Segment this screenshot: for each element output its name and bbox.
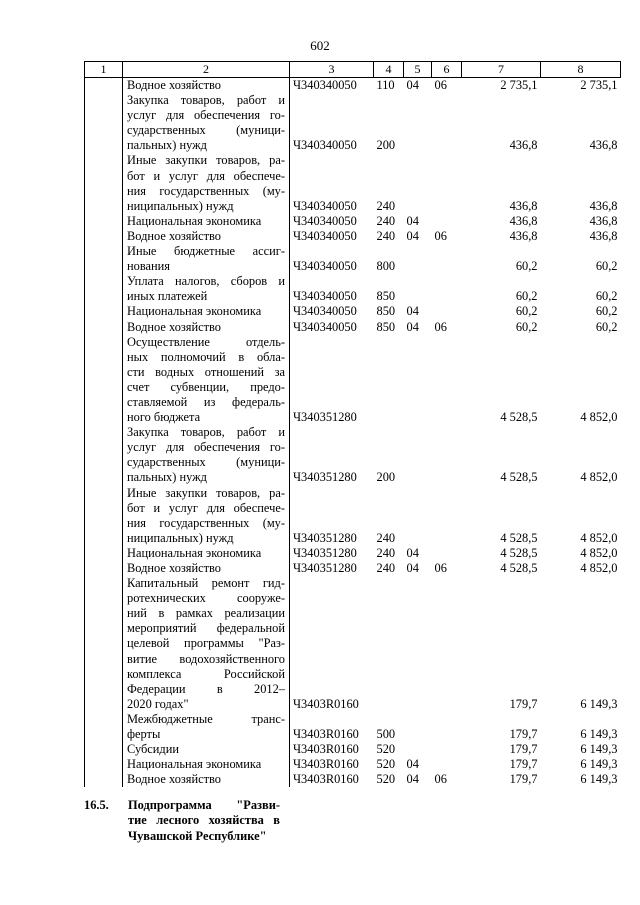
- page-number: 602: [310, 38, 330, 53]
- table-row: [85, 304, 621, 319]
- row-name-cell: [123, 742, 290, 757]
- row-name-line: сударственных (муници-: [127, 455, 285, 470]
- section-cell: [404, 153, 432, 213]
- column-header: 7: [462, 62, 541, 78]
- target-article-cell: Ч340351280: [293, 530, 357, 545]
- row-name-line: Водное хозяйство: [127, 772, 222, 787]
- subsection-cell: [432, 757, 462, 772]
- row-number-cell: [85, 244, 123, 274]
- section-cell: 04: [406, 319, 419, 334]
- budget-table: [84, 61, 621, 787]
- expense-type-cell: 240: [376, 228, 396, 243]
- row-name-line: Субсидии: [127, 742, 179, 757]
- row-name-line: ния государственных (му-: [127, 183, 285, 198]
- row-number-cell: [85, 229, 123, 244]
- amount-year1-cell: 4 528,5: [500, 545, 538, 560]
- table-row: [85, 153, 621, 213]
- subsection-cell: 06: [434, 561, 447, 575]
- amount-year2-cell: 6 149,3: [580, 772, 618, 787]
- target-article-cell: Ч340351280: [293, 545, 357, 560]
- target-article-cell: Ч3403R0160: [293, 696, 359, 711]
- table-row: [85, 742, 621, 757]
- row-name-line: услуг для обеспечения го-: [127, 440, 285, 455]
- section-cell: [404, 576, 432, 712]
- subsection-cell: 06: [434, 319, 447, 334]
- subsection-cell: [432, 486, 462, 546]
- amount-year2-cell: 60,2: [595, 304, 618, 319]
- section-cell: [404, 93, 432, 153]
- column-header: 1: [85, 62, 123, 78]
- subsection-cell: [432, 576, 462, 712]
- expense-type-cell: 240: [376, 198, 396, 213]
- row-name-line: мероприятий федеральной: [127, 621, 285, 636]
- expense-type-cell: 240: [376, 530, 396, 545]
- row-name-cell: [123, 274, 290, 304]
- row-number-cell: [85, 742, 123, 757]
- amount-year2-cell: 60,2: [595, 289, 618, 304]
- target-article-cell: Ч3403R0160: [293, 772, 359, 787]
- subsection-cell: 06: [434, 78, 447, 92]
- section-cell: 04: [406, 78, 419, 92]
- expense-type-cell: 800: [376, 259, 396, 274]
- expense-type-cell: 240: [376, 545, 396, 560]
- row-name-line: Водное хозяйство: [127, 228, 222, 243]
- amount-year2-cell: 4 852,0: [580, 470, 618, 485]
- row-name-cell: [123, 546, 290, 561]
- row-name-cell: [123, 244, 290, 274]
- section-title-line: тие лесного хозяйства в: [128, 813, 280, 828]
- amount-year1-cell: 179,7: [509, 727, 538, 742]
- row-name-line: целевой программы "Раз-: [127, 636, 285, 651]
- section-cell: [404, 335, 432, 426]
- subsection-cell: [432, 335, 462, 426]
- row-name-line: Водное хозяйство: [127, 78, 222, 92]
- row-name-line: Закупка товаров, работ и: [127, 425, 285, 440]
- row-name-cell: [123, 486, 290, 546]
- expense-type-cell: 850: [376, 289, 396, 304]
- row-name-line: Иные закупки товаров, ра-: [127, 153, 285, 168]
- table-row: [85, 757, 621, 772]
- section-cell: [404, 486, 432, 546]
- section-cell: [404, 742, 432, 757]
- target-article-cell: Ч340340050: [293, 319, 357, 334]
- table-row: [85, 78, 621, 94]
- table-row: [85, 320, 621, 335]
- expense-type-cell: 850: [376, 319, 396, 334]
- row-name-line: нования: [127, 259, 170, 274]
- row-name-line: пальных) нужд: [127, 470, 207, 485]
- row-name-line: бот и услуг для обеспече-: [127, 500, 285, 515]
- amount-year1-cell: 4 528,5: [500, 561, 538, 575]
- amount-year2-cell: 4 852,0: [580, 530, 618, 545]
- subsection-cell: [432, 712, 462, 742]
- row-name-line: ниципальных) нужд: [127, 198, 234, 213]
- row-name-line: бот и услуг для обеспече-: [127, 168, 285, 183]
- subsection-cell: [432, 93, 462, 153]
- section-title-line: Подпрограмма "Разви-: [128, 798, 280, 812]
- section-cell: 04: [406, 213, 419, 228]
- target-article-cell: Ч340351280: [293, 470, 357, 485]
- row-number-cell: [85, 576, 123, 712]
- target-article-cell: Ч340351280: [293, 561, 357, 575]
- row-number-cell: [85, 335, 123, 426]
- row-name-cell: [123, 229, 290, 244]
- target-article-cell: Ч340340050: [293, 289, 357, 304]
- row-name-cell: [123, 757, 290, 772]
- row-number-cell: [85, 712, 123, 742]
- expense-type-cell: [374, 576, 404, 712]
- row-name-line: пальных) нужд: [127, 138, 207, 153]
- row-name-line: услуг для обеспечения го-: [127, 108, 285, 123]
- subsection-cell: [432, 425, 462, 485]
- amount-year2-cell: 60,2: [595, 319, 618, 334]
- amount-year1-cell: 179,7: [509, 742, 538, 757]
- column-header: 4: [374, 62, 404, 78]
- row-name-line: ных полномочий в обла-: [127, 349, 285, 364]
- target-article-cell: Ч3403R0160: [293, 757, 359, 772]
- subsection-cell: [432, 244, 462, 274]
- amount-year1-cell: 436,8: [509, 198, 538, 213]
- column-header: 3: [290, 62, 374, 78]
- row-name-line: Межбюджетные транс-: [127, 711, 285, 726]
- row-number-cell: [85, 274, 123, 304]
- section-cell: [404, 274, 432, 304]
- expense-type-cell: 110: [376, 78, 395, 92]
- row-name-line: иных платежей: [127, 289, 208, 304]
- expense-type-cell: 850: [376, 304, 396, 319]
- section-cell: 04: [406, 304, 419, 319]
- row-number-cell: [85, 561, 123, 576]
- row-name-cell: [123, 335, 290, 426]
- row-number-cell: [85, 214, 123, 229]
- row-name-cell: [123, 576, 290, 712]
- table-row: [85, 546, 621, 561]
- amount-year1-cell: 60,2: [515, 319, 538, 334]
- row-name-cell: [123, 772, 290, 787]
- row-name-line: Национальная экономика: [127, 304, 262, 319]
- row-name-line: Иные закупки товаров, ра-: [127, 485, 285, 500]
- row-name-line: ния государственных (му-: [127, 515, 285, 530]
- subsection-cell: 06: [434, 228, 447, 243]
- amount-year2-cell: 4 852,0: [580, 545, 618, 560]
- target-article-cell: Ч340351280: [293, 410, 357, 425]
- row-number-cell: [85, 153, 123, 213]
- row-name-cell: [123, 712, 290, 742]
- subsection-cell: [432, 153, 462, 213]
- amount-year2-cell: 6 149,3: [580, 696, 618, 711]
- row-name-line: Национальная экономика: [127, 757, 262, 772]
- row-name-line: Водное хозяйство: [127, 561, 222, 575]
- row-name-line: Иные бюджетные ассиг-: [127, 244, 285, 259]
- amount-year1-cell: 4 528,5: [500, 530, 538, 545]
- amount-year1-cell: 179,7: [509, 772, 538, 787]
- column-header: 8: [541, 62, 621, 78]
- table-header-row: [85, 62, 621, 78]
- row-name-line: ного бюджета: [127, 410, 201, 425]
- section-title-line: Чувашской Республике": [128, 828, 267, 843]
- row-name-line: Национальная экономика: [127, 213, 262, 228]
- row-name-cell: [123, 320, 290, 335]
- row-name-line: Федерации в 2012–: [127, 681, 285, 696]
- row-number-cell: [85, 78, 123, 94]
- row-name-line: ферты: [127, 727, 161, 742]
- subsection-cell: [432, 742, 462, 757]
- row-name-line: Осуществление отдель-: [127, 334, 285, 349]
- amount-year1-cell: 4 528,5: [500, 470, 538, 485]
- row-name-line: сти водных отношений за: [127, 364, 285, 379]
- amount-year2-cell: 436,8: [589, 138, 618, 153]
- section-cell: 04: [406, 757, 419, 772]
- amount-year2-cell: 6 149,3: [580, 727, 618, 742]
- row-number-cell: [85, 757, 123, 772]
- row-name-line: Закупка товаров, работ и: [127, 93, 285, 108]
- expense-type-cell: 520: [376, 772, 396, 787]
- row-number-cell: [85, 486, 123, 546]
- section-cell: 04: [406, 561, 419, 575]
- section-cell: [404, 712, 432, 742]
- table-row: [85, 93, 621, 153]
- row-name-cell: [123, 214, 290, 229]
- row-name-line: Национальная экономика: [127, 545, 262, 560]
- expense-type-cell: 200: [376, 470, 396, 485]
- table-row: [85, 576, 621, 712]
- row-name-line: витие водохозяйственного: [127, 651, 285, 666]
- row-name-line: комплекса Российской: [127, 666, 285, 681]
- amount-year2-cell: 436,8: [589, 213, 618, 228]
- section-cell: 04: [406, 228, 419, 243]
- row-number-cell: [85, 304, 123, 319]
- row-name-line: счет субвенции, предо-: [127, 379, 285, 394]
- amount-year2-cell: 436,8: [589, 198, 618, 213]
- subsection-cell: [432, 274, 462, 304]
- amount-year1-cell: 60,2: [515, 289, 538, 304]
- column-header: 5: [404, 62, 432, 78]
- amount-year2-cell: 436,8: [589, 228, 618, 243]
- section-number: 16.5.: [84, 798, 109, 812]
- amount-year1-cell: 179,7: [509, 696, 538, 711]
- section-cell: [404, 244, 432, 274]
- target-article-cell: Ч3403R0160: [293, 742, 359, 757]
- subsection-cell: 06: [434, 772, 447, 787]
- table-row: [85, 561, 621, 576]
- expense-type-cell: 520: [376, 742, 396, 757]
- section-cell: [404, 425, 432, 485]
- row-name-line: Уплата налогов, сборов и: [127, 274, 285, 289]
- target-article-cell: Ч340340050: [293, 213, 357, 228]
- amount-year2-cell: 2 735,1: [580, 78, 618, 92]
- amount-year2-cell: 6 149,3: [580, 742, 618, 757]
- target-article-cell: Ч340340050: [293, 228, 357, 243]
- target-article-cell: Ч340340050: [293, 259, 357, 274]
- row-name-line: ниципальных) нужд: [127, 530, 234, 545]
- amount-year1-cell: 60,2: [515, 304, 538, 319]
- amount-year1-cell: 436,8: [509, 213, 538, 228]
- expense-type-cell: 200: [376, 138, 396, 153]
- subsection-cell: [432, 304, 462, 319]
- row-name-cell: [123, 561, 290, 576]
- row-number-cell: [85, 320, 123, 335]
- table-row: [85, 274, 621, 304]
- expense-type-cell: 240: [376, 213, 396, 228]
- amount-year1-cell: 436,8: [509, 138, 538, 153]
- row-number-cell: [85, 772, 123, 787]
- table-row: [85, 486, 621, 546]
- amount-year2-cell: 60,2: [595, 259, 618, 274]
- expense-type-cell: 240: [376, 561, 396, 575]
- row-name-line: ставляемой из федераль-: [127, 394, 285, 409]
- section-cell: 04: [406, 545, 419, 560]
- target-article-cell: Ч340340050: [293, 138, 357, 153]
- amount-year1-cell: 60,2: [515, 259, 538, 274]
- target-article-cell: Ч340340050: [293, 198, 357, 213]
- row-number-cell: [85, 93, 123, 153]
- row-name-cell: [123, 425, 290, 485]
- target-article-cell: Ч3403R0160: [293, 727, 359, 742]
- row-number-cell: [85, 546, 123, 561]
- expense-type-cell: 520: [376, 757, 396, 772]
- table-row: [85, 335, 621, 426]
- table-body: [85, 78, 621, 788]
- table-row: [85, 229, 621, 244]
- amount-year1-cell: 4 528,5: [500, 410, 538, 425]
- target-article-cell: Ч340340050: [293, 78, 357, 92]
- column-header: 2: [123, 62, 290, 78]
- amount-year1-cell: 436,8: [509, 228, 538, 243]
- table-row: [85, 244, 621, 274]
- amount-year1-cell: 179,7: [509, 757, 538, 772]
- row-name-line: ний в рамках реализации: [127, 606, 285, 621]
- row-name-cell: [123, 153, 290, 213]
- target-article-cell: Ч340340050: [293, 304, 357, 319]
- expense-type-cell: 500: [376, 727, 396, 742]
- row-name-line: Капитальный ремонт гид-: [127, 576, 285, 591]
- expense-type-cell: [374, 335, 404, 426]
- section-cell: 04: [406, 772, 419, 787]
- amount-year2-cell: 4 852,0: [580, 410, 618, 425]
- amount-year2-cell: 6 149,3: [580, 757, 618, 772]
- amount-year1-cell: 2 735,1: [500, 78, 538, 92]
- row-name-line: Водное хозяйство: [127, 319, 222, 334]
- section-title: [128, 798, 280, 844]
- amount-year2-cell: 4 852,0: [580, 561, 618, 575]
- row-name-line: сударственных (муници-: [127, 123, 285, 138]
- table-row: [85, 214, 621, 229]
- subsection-cell: [432, 546, 462, 561]
- table-row: [85, 425, 621, 485]
- table-row: [85, 712, 621, 742]
- row-name-cell: [123, 93, 290, 153]
- row-name-cell: [123, 78, 290, 94]
- subsection-cell: [432, 214, 462, 229]
- row-number-cell: [85, 425, 123, 485]
- row-name-line: 2020 годах": [127, 696, 189, 711]
- table-row: [85, 772, 621, 787]
- column-header: 6: [432, 62, 462, 78]
- row-name-cell: [123, 304, 290, 319]
- row-name-line: ротехнических сооруже-: [127, 591, 285, 606]
